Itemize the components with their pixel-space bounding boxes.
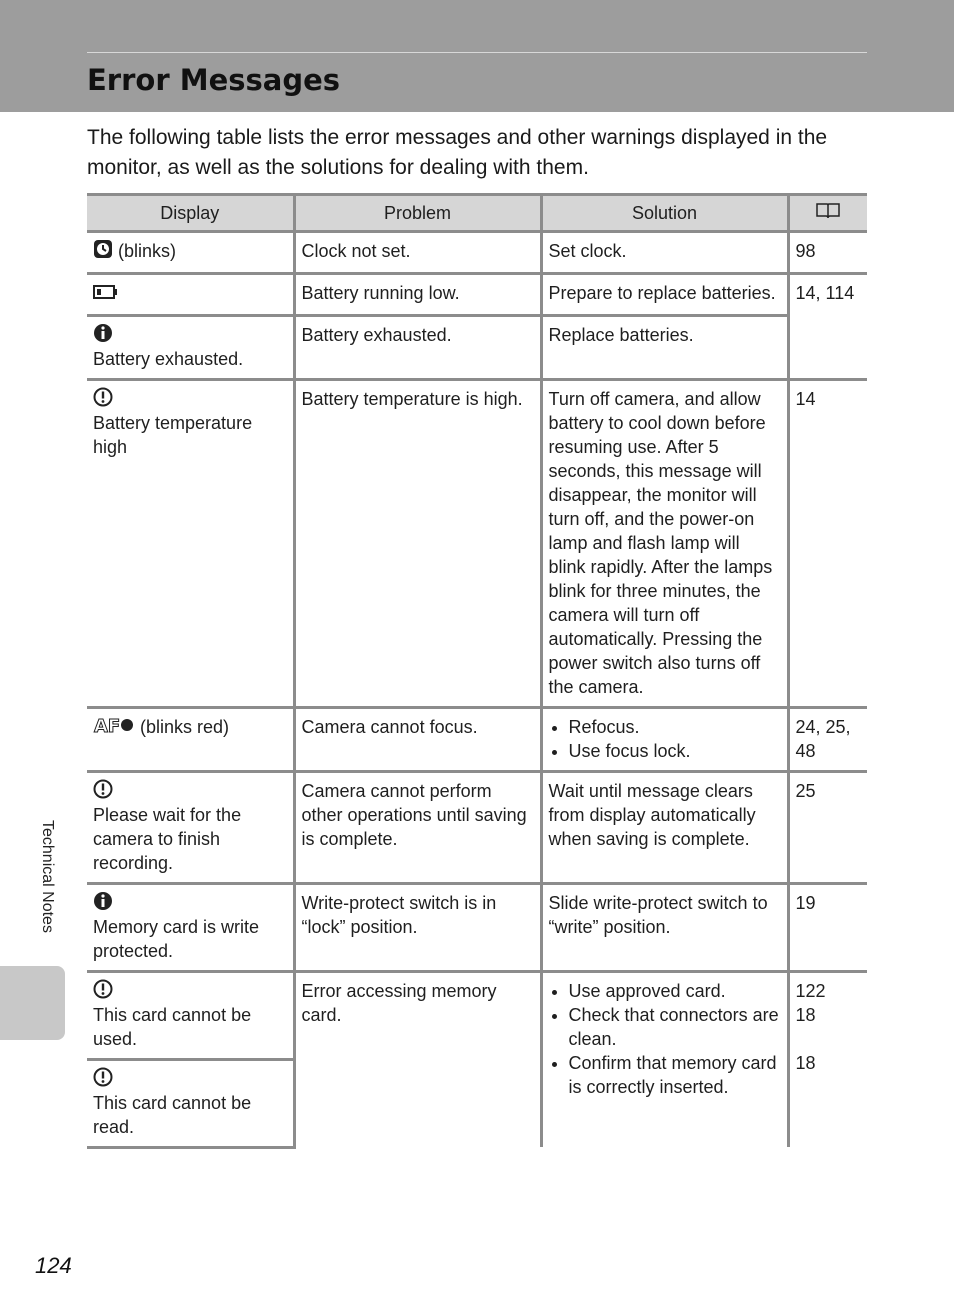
error-messages-table: [87, 193, 867, 1149]
problem-cell: Battery exhausted.: [294, 315, 541, 379]
solution-cell: Slide write-protect switch to “write” position.: [541, 883, 788, 971]
table-row: [87, 771, 867, 883]
svg-text:AF: AF: [94, 715, 121, 735]
table-row: [87, 379, 867, 707]
page-title: Error Messages: [87, 63, 341, 97]
display-text: (blinks): [118, 241, 177, 261]
problem-cell: Camera cannot perform other operations until saving is complete.: [294, 771, 541, 883]
display-text: Please wait for the camera to finish recording.: [93, 804, 242, 873]
section-side-label: Technical Notes: [39, 820, 56, 933]
solution-cell: Wait until message clears from display automatically when saving is complete.: [541, 771, 788, 883]
list-item: • Confirm that memory card is correctly inserted.: [569, 1051, 781, 1099]
header-problem: Problem: [294, 195, 541, 232]
solution-cell: Replace batteries.: [541, 315, 788, 379]
warning-icon: [93, 779, 113, 805]
display-cell: [87, 707, 294, 771]
solution-bullets: [549, 979, 781, 1099]
reference-line: 18: [795, 1004, 816, 1025]
table-row: [87, 883, 867, 971]
problem-cell: Battery running low.: [294, 274, 541, 315]
solution-cell: Set clock.: [541, 232, 788, 274]
display-text: Battery temperature high: [93, 412, 253, 457]
reference-line: 18: [795, 1052, 816, 1073]
list-item: • Use focus lock.: [569, 739, 781, 763]
reference-cell: 25: [788, 771, 867, 883]
display-cell: [87, 771, 294, 883]
display-text: (blinks red): [140, 716, 230, 737]
display-cell: [87, 315, 294, 379]
problem-cell: Write-protect switch is in “lock” position.: [294, 883, 541, 971]
clock-icon: [93, 239, 113, 265]
reference-cell: 14, 114: [788, 274, 867, 379]
table-row: [87, 232, 867, 274]
warning-icon: [93, 979, 113, 1005]
header-rule: [87, 52, 867, 53]
header-solution: Solution: [541, 195, 788, 232]
table-header-row: [87, 195, 867, 232]
solution-cell: [541, 971, 788, 1147]
table-row: [87, 315, 867, 379]
page-number: 124: [35, 1253, 72, 1278]
header-display: Display: [87, 195, 294, 232]
af-icon: [93, 715, 135, 741]
reference-cell: [788, 971, 867, 1147]
solution-cell: Prepare to replace batteries.: [541, 274, 788, 315]
table-row: [87, 707, 867, 771]
display-text: Battery exhausted.: [93, 348, 244, 369]
display-cell: [87, 379, 294, 707]
solution-cell: [541, 707, 788, 771]
problem-cell: Camera cannot focus.: [294, 707, 541, 771]
reference-cell: 98: [788, 232, 867, 274]
info-icon: [93, 891, 113, 917]
display-cell: [87, 971, 294, 1059]
display-cell: [87, 274, 294, 315]
list-item: • Use approved card.: [569, 979, 781, 1003]
section-tab: [0, 966, 65, 1040]
info-icon: [93, 323, 113, 349]
list-item: • Refocus.: [569, 715, 781, 739]
display-text: This card cannot be used.: [93, 1004, 252, 1049]
reference-cell: 24, 25, 48: [788, 707, 867, 771]
list-item: • Check that connectors are clean.: [569, 1003, 781, 1051]
display-cell: [87, 1059, 294, 1147]
warning-icon: [93, 1067, 113, 1093]
problem-cell: Battery temperature is high.: [294, 379, 541, 707]
battery-low-icon: [93, 283, 119, 307]
display-text: This card cannot be read.: [93, 1092, 252, 1137]
solution-bullets: [549, 715, 781, 763]
warning-icon: [93, 387, 113, 413]
reference-cell: 19: [788, 883, 867, 971]
reference-line: [796, 1027, 862, 1051]
reference-cell: 14: [788, 379, 867, 707]
intro-paragraph: The following table lists the error messages and other warnings displayed in the monitor, as well as the solutions for dealing with them.: [87, 126, 828, 179]
problem-cell: Error accessing memory card.: [294, 971, 541, 1147]
display-cell: [87, 232, 294, 274]
solution-cell: Turn off camera, and allow battery to cool down before resuming use. After 5 seconds, this message will disappear, the monitor will turn off, and the power-on lamp and flash lamp will blink rapidly. After the lamps blink for three minutes, the camera will turn off automatically. Pressing the power switch also turns off the camera.: [541, 379, 788, 707]
table-row: [87, 274, 867, 315]
table-row: [87, 971, 867, 1059]
display-text: Memory card is write protected.: [93, 916, 260, 961]
display-cell: [87, 883, 294, 971]
problem-cell: Clock not set.: [294, 232, 541, 274]
header-reference: [788, 195, 867, 232]
reference-line: 122: [795, 980, 826, 1001]
book-icon: [815, 202, 841, 226]
